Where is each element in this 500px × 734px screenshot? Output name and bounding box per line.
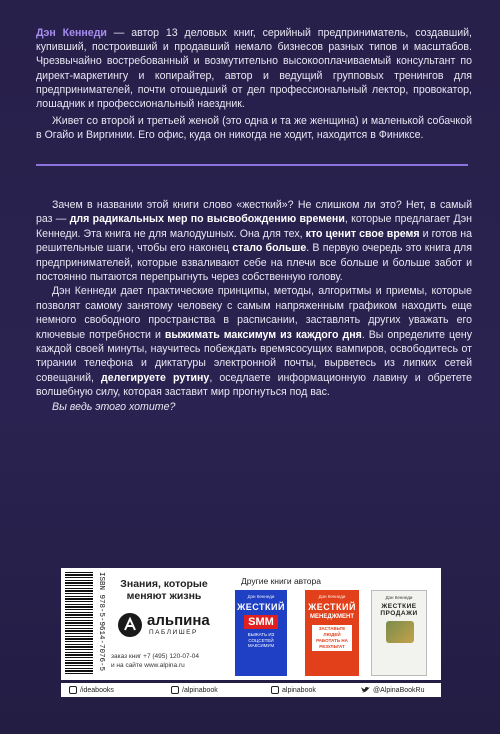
text-run: Зачем в названии этой книги слово «жесткий»? Не слишком ли это? Нет, в самый раз — <box>36 199 472 226</box>
social-vk[interactable] <box>69 686 114 694</box>
bio-text: — автор 13 деловых книг, серийный предприниматель, создавший, купивший, построивший и продавший немало бизнесов разных типов и масштабов. Чрезвычайно востребованный и возмутительно высокооплачиваемый консультант по директ-маркетингу и копирайтер, автор и ведущий групповых тренингов для предпринимателей, почти отошедший от дел профессиональный лектор, провокатор, лошадник и профессиональный наездник. <box>36 27 472 111</box>
author-bio <box>36 26 472 143</box>
text-run: , оседлаете информационную лавину и обретете волшебную силу, которая заставит мир прогнуться под вас. <box>36 371 472 399</box>
book-thumbnail-management <box>305 590 359 676</box>
book-thumbnail-sales <box>371 590 427 676</box>
book-badge: SMM <box>244 615 278 629</box>
bold-run: кто ценит свое время <box>305 227 420 240</box>
isbn-label: ISBN 978-5-9614-7076-5 <box>97 572 105 672</box>
order-website: и на сайте www.alpina.ru <box>111 662 185 669</box>
social-twitter[interactable] <box>361 686 424 694</box>
book-cover-image <box>386 621 414 643</box>
book-subtitle: ЗАСТАВЬТЕ ЛЮДЕЙ РАБОТАТЬ НА РЕЗУЛЬТАТ <box>312 625 352 651</box>
bio-paragraph-2: Живет со второй и третьей женой (это одна и та же женщина) и маленькой собачкой в Огайо и Виргинии. Его офис, куда он никогда не ходит, находится в Финиксе. <box>36 115 472 142</box>
bio-paragraph-1 <box>36 26 472 111</box>
text-run: Дэн Кеннеди дает практические принципы, методы, алгоритмы и приемы, которые позволят самому занятому человеку с самым напряженным графиком находить еще немного свободного пространства в расписании, заставлять других уважать его ключевые потребности и <box>36 285 472 341</box>
text-run: и готов на решительные шаги, чтобы его наконец <box>36 227 472 255</box>
text-run: . В первую очередь это книга для предпринимателей, которые взваливают себе на плечи все больше и больше забот и постоянно пытаются перепрыгнуть через собственную голову. <box>36 242 472 284</box>
social-label: @AlpinaBookRu <box>373 686 425 694</box>
description-paragraph-3 <box>36 400 472 414</box>
bold-run: выжимать максимум из каждого дня <box>164 328 362 341</box>
other-books-title: Другие книги автора <box>241 576 321 586</box>
closing-question: Вы ведь этого хотите? <box>52 400 176 413</box>
description-paragraph-2 <box>36 284 472 399</box>
instagram-icon <box>271 686 279 694</box>
author-name: Дэн Кеннеди <box>36 27 107 39</box>
book-title: ЖЕСТКИЙ <box>308 602 356 612</box>
book-title: ЖЕСТКИЕ ПРОДАЖИ <box>380 603 418 617</box>
order-phone: заказ книг +7 (495) 120-07-04 <box>111 653 199 660</box>
facebook-icon <box>171 686 179 694</box>
book-description <box>36 198 472 414</box>
bold-run: для радикальных мер по высвобождению времени <box>69 213 345 226</box>
text-run: . Вы определите цену каждой своей минуты, научитесь побеждать времясосущих вампиров, освободитесь от тирании телефона и диктатуры электронной почты, вырветесь из липких сетей совещаний, <box>36 328 472 384</box>
publisher-logo <box>117 610 237 640</box>
twitter-icon <box>361 686 370 694</box>
book-title-line2: МЕНЕДЖМЕНТ <box>309 614 355 620</box>
book-author: Дэн Кеннеди <box>385 595 413 600</box>
book-author: Дэн Кеннеди <box>247 594 275 599</box>
description-paragraph-1 <box>36 198 472 284</box>
book-title: ЖЕСТКИЙ <box>237 602 285 612</box>
barcode <box>65 572 93 676</box>
bold-run: стало больше <box>232 242 307 255</box>
social-footer <box>61 683 441 697</box>
book-thumbnail-smm <box>235 590 287 676</box>
order-info <box>111 652 231 670</box>
vk-icon <box>69 686 77 694</box>
alpina-logo-icon <box>117 612 143 638</box>
logo-subtext: ПАБЛИШЕР <box>149 629 198 636</box>
section-divider <box>36 164 468 166</box>
publisher-sticker <box>61 568 441 680</box>
bold-run: делегируете рутину <box>101 371 210 384</box>
social-instagram[interactable] <box>271 686 316 694</box>
text-run: , которые предлагает Дэн Кеннеди. Эта книга не для малодушных. Она для тех, <box>36 213 472 240</box>
book-subtitle: ВЫЖАТЬ ИЗ СОЦСЕТЕЙ МАКСИМУМ <box>247 632 275 648</box>
logo-text: альпина <box>147 612 210 629</box>
social-label: alpinabook <box>282 686 316 694</box>
social-label: /ideabooks <box>80 686 114 694</box>
book-author: Дэн Кеннеди <box>318 594 346 599</box>
publisher-tagline: Знания, которые меняют жизнь <box>120 578 208 602</box>
social-facebook[interactable] <box>171 686 218 694</box>
social-label: /alpinabook <box>182 686 218 694</box>
